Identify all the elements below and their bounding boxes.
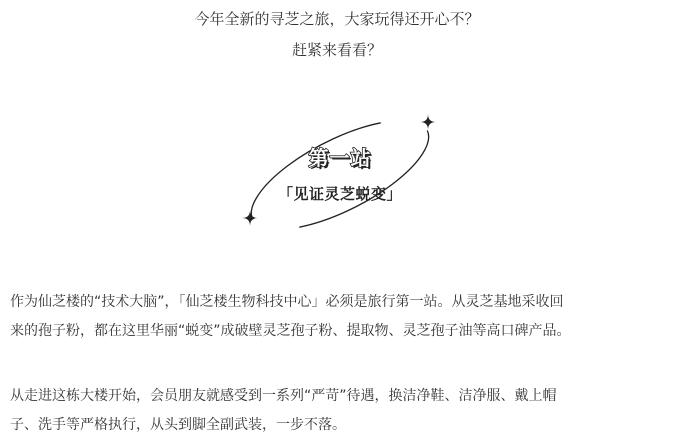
intro-line-2: 赶紧来看看？ <box>291 41 382 59</box>
paragraph-line: 从走进这栋大楼开始，会员朋友就感受到一系列“严苛”待遇，换洁净鞋、洁净服、戴上帽 <box>10 388 557 404</box>
paragraph-line: 子、洗手等严格执行，从头到脚全副武装，一步不落。 <box>10 417 346 433</box>
paragraph-line: 作为仙芝楼的“技术大脑”，「仙芝楼生物科技中心」必须是旅行第一站。从灵芝基地采收回 <box>10 294 564 310</box>
intro-line-1: 今年全新的寻芝之旅，大家玩得还开心不？ <box>194 10 480 28</box>
paragraph-clean-protocol <box>10 382 670 440</box>
paragraph-technology-center <box>10 288 670 346</box>
badge-ring-decoration <box>230 105 450 245</box>
station-badge <box>230 105 450 245</box>
paragraph-line: 来的孢子粉，都在这里华丽“蜕变”成破壁灵芝孢子粉、提取物、灵芝孢子油等高口碑产品。 <box>10 323 571 339</box>
sparkle-star-icon <box>242 210 258 226</box>
station-title: 第一站 <box>308 146 372 170</box>
station-subtitle: 「见证灵芝蜕变」 <box>277 185 402 203</box>
sparkle-star-icon <box>420 114 436 130</box>
